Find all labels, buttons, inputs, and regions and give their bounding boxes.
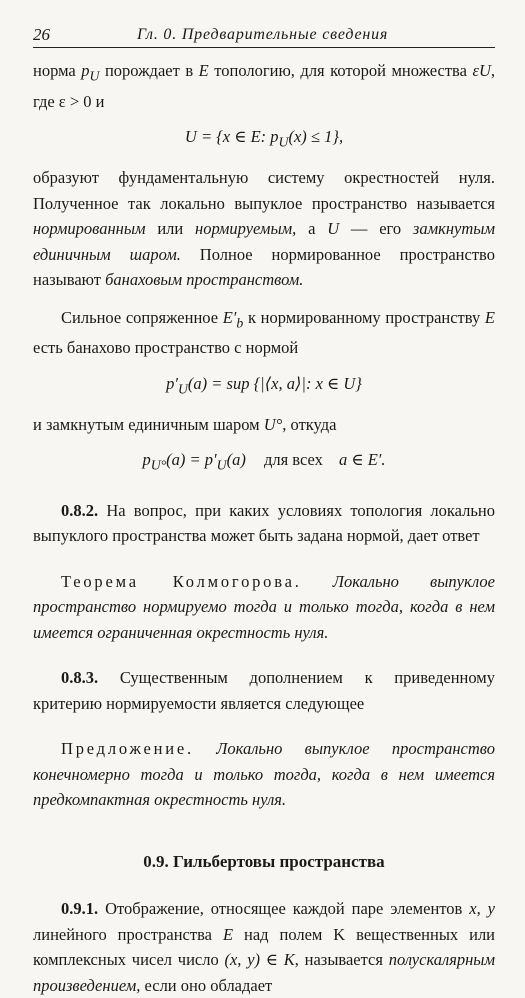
page-number: 26: [33, 25, 50, 44]
paragraph-0-8-2: 0.8.2. На вопрос, при каких условиях топология локально выпуклого пространства может быть задана нормой, дает ответ: [33, 500, 495, 546]
paragraph-polar-ball: и замкнутым единичным шаром U°, откуда: [33, 414, 337, 434]
formula-polar-norm: $p_{U^\circ}(a) = p'_U(a)$ для всех a ∈ E′.: [142, 450, 386, 473]
item-number: 0.9.1.: [61, 899, 99, 919]
theorem-kolmogorov: Теорема Колмогорова. Локально выпуклое пространство нормируемо тогда и только тогда, когда в нем имеется ограниченная окрестность нуля.: [33, 571, 495, 642]
section-heading: 0.9. Гильбертовы пространства: [143, 851, 385, 871]
theorem-label: Теорема Колмогорова.: [61, 571, 302, 591]
proposition-label: Предложение.: [61, 739, 194, 759]
paragraph-norm-topology: норма $p_U$ порождает в E топологию, для которой множества εU, где ε > 0 и: [33, 61, 495, 111]
proposition: Предложение. Локально выпуклое пространство конечномерно тогда и только тогда, когда в нем имеется предкомпактная окрестность нуля.: [33, 739, 495, 810]
running-title: Гл. 0. Предварительные сведения: [137, 26, 389, 43]
paragraph-normed-space: образуют фундаментальную систему окрестностей нуля. Полученное так локально выпуклое пространство называется нормированным или нормируемым, а U — его замкнутым единичным шаром. Полное нормированное пространство называют банаховым пространством.: [33, 168, 495, 290]
paragraph-0-9-1: 0.9.1. Отображение, относящее каждой паре элементов x, y линейного пространства E над полем K вещественных или комплексных чисел число (x, y) ∈ K, называется полускалярным произведением, если оно обладает: [33, 899, 496, 995]
paragraph-0-8-3: 0.8.3. Существенным дополнением к приведенному критерию нормируемости является следующее: [33, 668, 495, 713]
header-rule: [33, 47, 495, 48]
page-header: [33, 22, 495, 46]
formula-unit-ball: U = {x ∈ E: $p_U(x) \le 1$},: [184, 127, 344, 150]
formula-dual-norm: $p'_U(a)$ = sup {|⟨x, a⟩|: x ∈ U}: [166, 373, 362, 397]
item-number: 0.8.3.: [61, 668, 99, 688]
paragraph-strong-dual: Сильное сопряженное $E'_b$ к нормированному пространству E есть банахово пространство с нормой: [33, 307, 495, 358]
page-body: [33, 58, 495, 998]
item-number: 0.8.2.: [61, 500, 99, 520]
